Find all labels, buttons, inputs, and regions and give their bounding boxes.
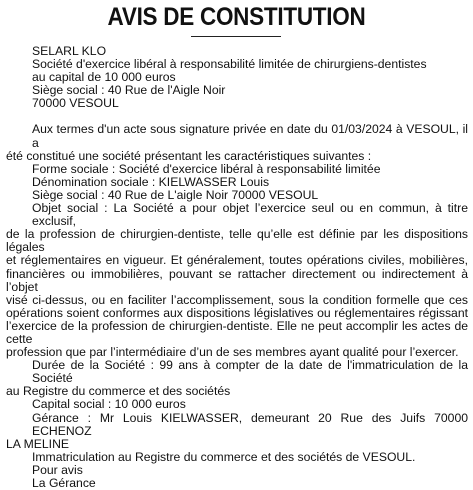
objet-social-line: visé ci-dessus, ou en faciliter l’accomplissement, sous la condition formelle que ces bbox=[6, 292, 468, 307]
company-capital: au capital de 10 000 euros bbox=[32, 70, 176, 85]
objet-social-line: profession que par l’intermédiaire d’un de ses membres ayant qualité pour l’exercer. bbox=[6, 345, 459, 360]
siege-social: Siège social : 40 Rue de L'aigle Noir 70000 VESOUL bbox=[32, 187, 319, 202]
objet-social-line: financières ou immobilières, pouvant se rattacher directement ou indirectement à l’objet bbox=[6, 266, 468, 294]
notice-title: AVIS DE CONSTITUTION bbox=[107, 3, 366, 31]
signature: La Gérance bbox=[32, 476, 96, 490]
intro-line: Aux termes d'un acte sous signature privée en date du 01/03/2024 à VESOUL, il a bbox=[32, 122, 468, 150]
title-underline bbox=[191, 36, 281, 37]
pour-avis: Pour avis bbox=[32, 462, 83, 477]
notice-text bbox=[6, 45, 468, 490]
company-name: SELARL KLO bbox=[32, 44, 107, 58]
company-city: 70000 VESOUL bbox=[32, 96, 119, 111]
objet-social-line: Objet social : La Société a pour objet l’exercice seul ou en commun, à titre exclusif, bbox=[32, 201, 468, 229]
objet-social-line: l’exercice de la profession de chirurgien-dentiste. Elle ne peut accomplir les actes de cette bbox=[6, 318, 468, 346]
objet-social-line: de la profession de chirurgien-dentiste, telle qu’elle est définie par les dispositions légales bbox=[6, 227, 468, 255]
duree-line: Durée de la Société : 99 ans à compter de la date de l'immatriculation de la Société bbox=[32, 358, 468, 386]
immatriculation: Immatriculation au Registre du commerce et des sociétés de VESOUL. bbox=[32, 449, 416, 464]
gerance-line: LA MELINE bbox=[6, 436, 69, 451]
objet-social-line: opérations soient conformes aux dispositions législatives ou réglementaires régissant bbox=[6, 305, 468, 320]
denomination-sociale: Dénomination sociale : KIELWASSER Louis bbox=[32, 174, 270, 189]
intro-line: été constitué une société présentant les caractéristiques suivantes : bbox=[6, 148, 372, 163]
objet-social-line: et réglementaires en vigueur. Et généralement, toutes opérations civiles, mobilières, bbox=[6, 253, 468, 268]
company-form: Société d'exercice libéral à responsabilité limitée de chirurgiens-dentistes bbox=[32, 57, 427, 72]
forme-sociale: Forme sociale : Société d'exercice libéral à responsabilité limitée bbox=[32, 161, 381, 176]
company-seat: Siège social : 40 Rue de l'Aigle Noir bbox=[32, 83, 226, 98]
duree-line: au Registre du commerce et des sociétés bbox=[6, 384, 231, 399]
capital-social: Capital social : 10 000 euros bbox=[32, 397, 186, 412]
gerance-line: Gérance : Mr Louis KIELWASSER, demeurant 20 Rue des Juifs 70000 ECHENOZ bbox=[32, 410, 468, 438]
